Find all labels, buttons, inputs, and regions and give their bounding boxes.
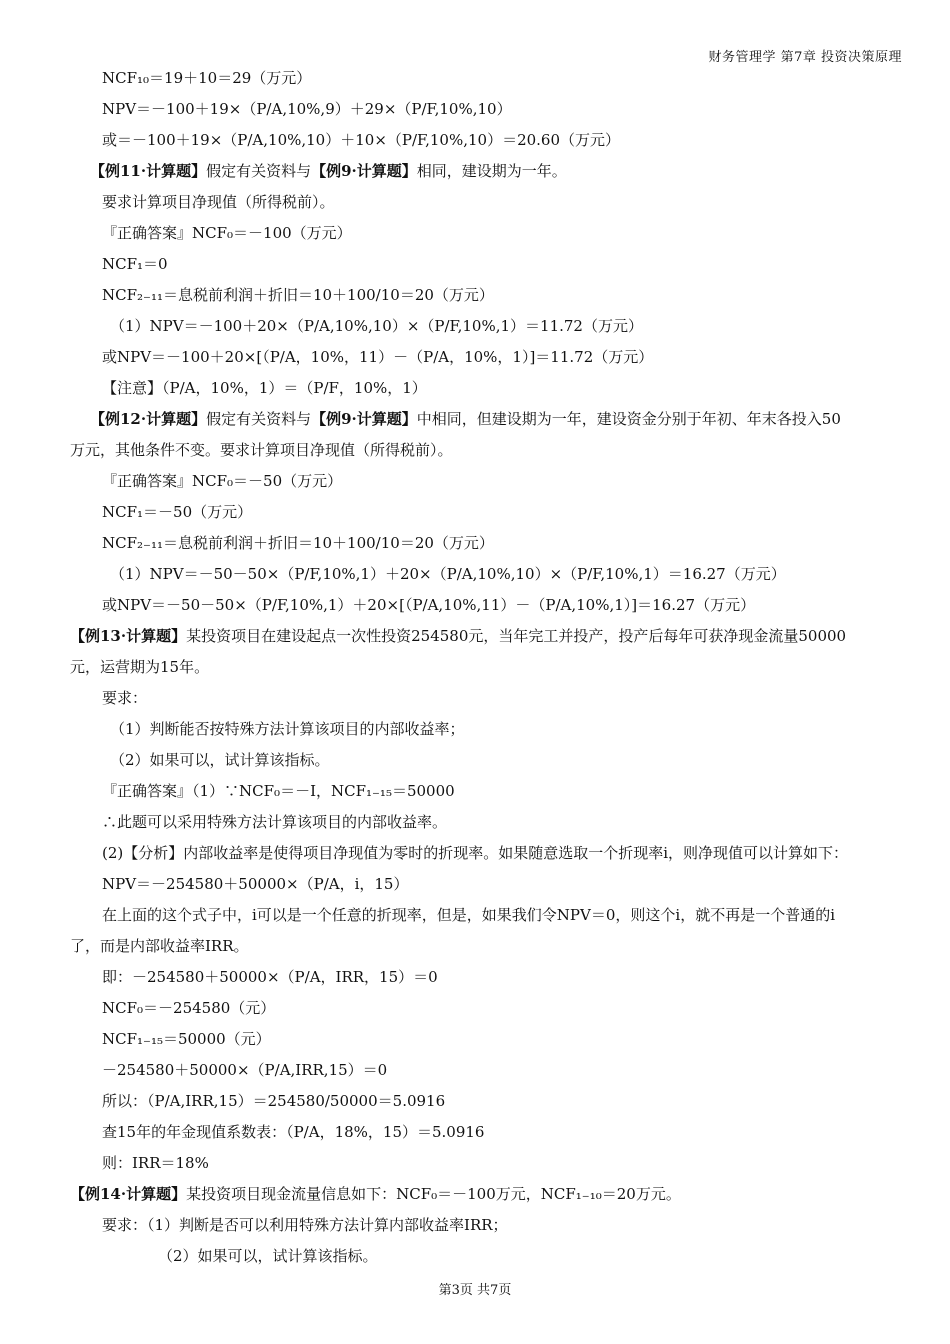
text-span: 假定有关资料与 xyxy=(206,410,312,428)
document-body xyxy=(70,63,910,1272)
text-line: 要求计算项目净现值（所得税前）。 xyxy=(102,193,335,211)
text-line: （2）如果可以，试计算该指标。 xyxy=(110,751,330,769)
text-line: 要求： xyxy=(102,689,148,707)
answer-line: 『正确答案』（1）∵NCF₀＝－I，NCF₁₋₁₅＝50000 xyxy=(102,782,455,800)
example-reference: 【例9·计算题】 xyxy=(311,162,417,180)
text-line: NCF₁＝0 xyxy=(102,255,168,273)
example-label: 【例12·计算题】 xyxy=(90,410,207,428)
text-line: （1）NPV＝－100＋20×（P/A,10%,10）×（P/F,10%,1）＝11.72（万元） xyxy=(110,317,643,335)
text-line: NCF₂₋₁₁＝息税前利润＋折旧＝10＋100/10＝20（万元） xyxy=(102,286,494,304)
example-heading xyxy=(70,404,910,435)
text-line: ∴此题可以采用特殊方法计算该项目的内部收益率。 xyxy=(102,813,448,831)
text-line: －254580＋50000×（P/A,IRR,15）＝0 xyxy=(102,1061,388,1079)
text-span: 相同，建设期为一年。 xyxy=(416,162,567,180)
text-line: NCF₂₋₁₁＝息税前利润＋折旧＝10＋100/10＝20（万元） xyxy=(102,534,494,552)
text-line: （1）判断能否按特殊方法计算该项目的内部收益率； xyxy=(110,720,465,738)
example-label: 【例14·计算题】 xyxy=(70,1185,187,1203)
text-line: 或NPV＝－100＋20×[（P/A，10%，11）－（P/A，10%，1）]＝11.72（万元） xyxy=(102,348,654,366)
example-label: 【例13·计算题】 xyxy=(70,627,187,645)
answer-line: 『正确答案』NCF₀＝－50（万元） xyxy=(102,472,343,490)
text-line: 元，运营期为15年。 xyxy=(70,658,210,676)
text-span: 某投资项目现金流量信息如下：NCF₀＝－100万元，NCF₁₋₁₀＝20万元。 xyxy=(186,1185,681,1203)
example-heading xyxy=(70,621,910,652)
text-span: 中相同，但建设期为一年，建设资金分别于年初、年末各投入50 xyxy=(416,410,841,428)
text-line: (2)【分析】内部收益率是使得项目净现值为零时的折现率。如果随意选取一个折现率i，则净现值可以计算如下： xyxy=(102,844,849,862)
text-line: 则：IRR＝18% xyxy=(102,1154,209,1172)
text-span: 某投资项目在建设起点一次性投资254580元，当年完工并投产，投产后每年可获净现金流量50000 xyxy=(186,627,847,645)
text-line: 在上面的这个式子中，i可以是一个任意的折现率，但是，如果我们令NPV＝0，则这个i，就不再是一个普通的i xyxy=(102,906,835,924)
text-line: NCF₁＝－50（万元） xyxy=(102,503,253,521)
text-line: 查15年的年金现值系数表：（P/A，18%，15）＝5.0916 xyxy=(102,1123,485,1141)
example-label: 【例11·计算题】 xyxy=(90,162,207,180)
text-line: NCF₁₀＝19＋10＝29（万元） xyxy=(102,69,312,87)
text-line: NPV＝－100＋19×（P/A,10%,9）＋29×（P/F,10%,10） xyxy=(102,100,512,118)
text-line: NPV＝－254580＋50000×（P/A，i，15） xyxy=(102,875,409,893)
text-line: 要求：（1）判断是否可以利用特殊方法计算内部收益率IRR； xyxy=(102,1216,508,1234)
text-line: NCF₁₋₁₅＝50000（元） xyxy=(102,1030,271,1048)
text-line: 即：－254580＋50000×（P/A，IRR，15）＝0 xyxy=(102,968,438,986)
page-footer: 第3页 共7页 xyxy=(438,1283,512,1298)
note-line: 【注意】（P/A，10%，1）＝（P/F，10%，1） xyxy=(102,379,427,397)
text-line: （1）NPV＝－50－50×（P/F,10%,1）＋20×（P/A,10%,10）×（P/F,10%,1）＝16.27（万元） xyxy=(110,565,786,583)
text-line: 万元，其他条件不变。要求计算项目净现值（所得税前）。 xyxy=(70,441,453,459)
text-line: 或NPV＝－50－50×（P/F,10%,1）＋20×[（P/A,10%,11）－（P/A,10%,1）]＝16.27（万元） xyxy=(102,596,756,614)
example-reference: 【例9·计算题】 xyxy=(311,410,417,428)
example-heading xyxy=(70,1179,910,1210)
page-header: 财务管理学 第7章 投资决策原理 xyxy=(708,50,902,65)
text-line: 或＝－100＋19×（P/A,10%,10）＋10×（P/F,10%,10）＝20.60（万元） xyxy=(102,131,621,149)
text-line: 了，而是内部收益率IRR。 xyxy=(70,937,249,955)
answer-line: 『正确答案』NCF₀＝－100（万元） xyxy=(102,224,352,242)
text-line: （2）如果可以，试计算该指标。 xyxy=(158,1247,378,1265)
text-line: NCF₀＝－254580（元） xyxy=(102,999,276,1017)
text-line: 所以：（P/A,IRR,15）＝254580/50000＝5.0916 xyxy=(102,1092,446,1110)
text-span: 假定有关资料与 xyxy=(206,162,312,180)
example-heading xyxy=(70,156,910,187)
